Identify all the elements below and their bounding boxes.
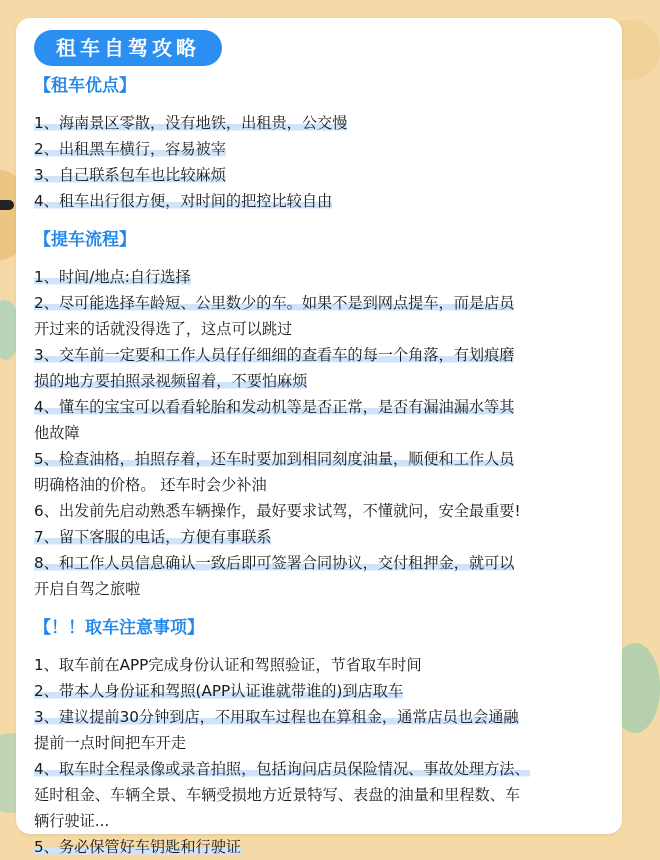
list-item-continuation: 开启自驾之旅啦 bbox=[34, 580, 141, 598]
list-item bbox=[34, 188, 608, 214]
list-item-continuation bbox=[34, 368, 608, 394]
list-item-continuation: 提前一点时间把车开走 bbox=[34, 734, 186, 752]
list-item bbox=[34, 110, 608, 136]
list-item bbox=[34, 342, 608, 368]
sunglasses-icon bbox=[0, 200, 14, 210]
list-item bbox=[34, 290, 608, 316]
list-item-line: 7、留下客服的电话，方便有事联系 bbox=[34, 528, 272, 546]
list-item-line: 3、交车前一定要和工作人员仔仔细细的查看车的每一个角落，有划痕磨 bbox=[34, 346, 515, 364]
guide-card bbox=[16, 18, 622, 856]
list-item bbox=[34, 756, 608, 782]
list-item: 6、出发前先启动熟悉车辆操作，最好要求试驾，不懂就问，安全最重要! bbox=[34, 502, 521, 520]
section-heading: 【租车优点】 bbox=[34, 76, 136, 96]
guide-content bbox=[34, 70, 608, 860]
list-item-line: 3、建议提前30分钟到店，不用取车过程也在算租金，通常店员也会通融 bbox=[34, 708, 519, 726]
section-heading: 【！！取车注意事项】 bbox=[34, 618, 204, 638]
list-item-line: 2、尽可能选择车龄短、公里数少的车。如果不是到网点提车，而是店员 bbox=[34, 294, 515, 312]
list-item-line: 2、带本人身份证和驾照(APP认证谁就带谁的)到店取车 bbox=[34, 682, 404, 700]
list-item-line: 4、取车时全程录像或录音拍照，包括询问店员保险情况、事故处理方法、 bbox=[34, 760, 530, 778]
list-item-line: 2、出租黑车横行，容易被宰 bbox=[34, 140, 226, 158]
list-item bbox=[34, 524, 608, 550]
list-item-line: 5、务必保管好车钥匙和行驶证 bbox=[34, 838, 242, 856]
section-heading: 【提车流程】 bbox=[34, 230, 136, 250]
list-item bbox=[34, 704, 608, 730]
list-item-continuation: 开过来的话就没得选了，这点可以跳过 bbox=[34, 320, 293, 338]
list-item-line: 损的地方要拍照录视频留着，不要怕麻烦 bbox=[34, 372, 308, 390]
list-item bbox=[34, 136, 608, 162]
list-item bbox=[34, 264, 608, 290]
list-item bbox=[34, 162, 608, 188]
list-item-continuation: 他故障 bbox=[34, 424, 80, 442]
list-item-continuation: 明确格油的价格。 还车时会少补油 bbox=[34, 476, 267, 494]
list-item bbox=[34, 550, 608, 576]
list-item bbox=[34, 394, 608, 420]
list-item bbox=[34, 446, 608, 472]
list-item-line: 4、懂车的宝宝可以看看轮胎和发动机等是否正常，是否有漏油漏水等其 bbox=[34, 398, 515, 416]
list-item bbox=[34, 678, 608, 704]
page-title: 租车自驾攻略 bbox=[34, 30, 222, 66]
list-item-line: 4、租车出行很方便，对时间的把控比较自由 bbox=[34, 192, 333, 210]
list-item-continuation: 辆行驶证... bbox=[34, 812, 110, 830]
list-item-line: 8、和工作人员信息确认一致后即可签署合同协议，交付租押金，就可以 bbox=[34, 554, 515, 572]
list-item-line: 1、海南景区零散，没有地铁，出租贵，公交慢 bbox=[34, 114, 348, 132]
list-item-line: 5、检查油格，拍照存着，还车时要加到相同刻度油量，顺便和工作人员 bbox=[34, 450, 515, 468]
list-item bbox=[34, 834, 608, 860]
list-item-line: 1、时间/地点:自行选择 bbox=[34, 268, 191, 286]
list-item-continuation: 延时租金、车辆全景、车辆受损地方近景特写、表盘的油量和里程数、车 bbox=[34, 786, 520, 804]
list-item: 1、取车前在APP完成身份认证和驾照验证，节省取车时间 bbox=[34, 656, 422, 674]
list-item-line: 3、自己联系包车也比较麻烦 bbox=[34, 166, 226, 184]
